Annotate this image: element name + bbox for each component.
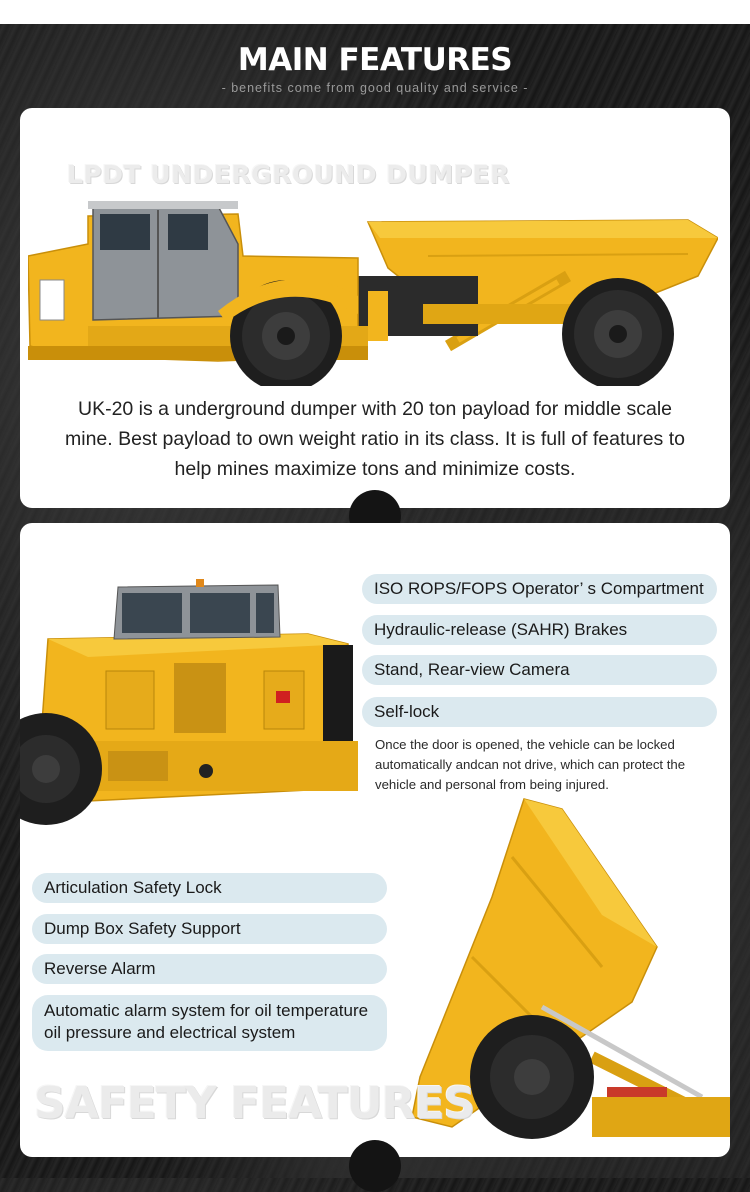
page-subtitle: - benefits come from good quality and service - xyxy=(221,81,529,95)
intro-card xyxy=(20,108,730,508)
feature-dump-box-support: Dump Box Safety Support xyxy=(32,914,387,944)
safety-watermark: SAFETY FEATURES xyxy=(34,1078,475,1129)
dumper-front-view-image xyxy=(20,579,363,825)
page-title: MAIN FEATURES xyxy=(237,42,513,78)
feature-articulation-lock: Articulation Safety Lock xyxy=(32,873,387,903)
top-white-strip xyxy=(0,0,750,24)
intro-watermark: LPDT UNDERGROUND DUMPER xyxy=(67,160,510,189)
self-lock-note: Once the door is opened, the vehicle can be locked automatically andcan not drive, which can protect the vehicle and personal from being injured. xyxy=(375,737,686,792)
feature-rear-view-camera: Stand, Rear-view Camera xyxy=(362,655,717,685)
feature-sahr-brakes: Hydraulic-release (SAHR) Brakes xyxy=(362,615,717,645)
intro-line-3: help mines maximize tons and minimize costs. xyxy=(174,458,576,480)
intro-line-2: mine. Best payload to own weight ratio in its class. It is full of features to xyxy=(65,428,685,450)
card-divider-tab-bottom xyxy=(349,1140,401,1192)
safety-features-card xyxy=(20,523,730,1157)
intro-line-1: UK-20 is a underground dumper with 20 ton payload for middle scale xyxy=(77,398,672,420)
dumper-side-view-image xyxy=(28,196,718,386)
feature-self-lock: Self-lock xyxy=(362,697,717,727)
feature-rops-fops: ISO ROPS/FOPS Operator’ s Compartment xyxy=(362,574,717,604)
intro-description xyxy=(20,394,730,484)
feature-reverse-alarm: Reverse Alarm xyxy=(32,954,387,984)
feature-automatic-alarm: Automatic alarm system for oil temperature oil pressure and electrical system xyxy=(32,995,387,1051)
